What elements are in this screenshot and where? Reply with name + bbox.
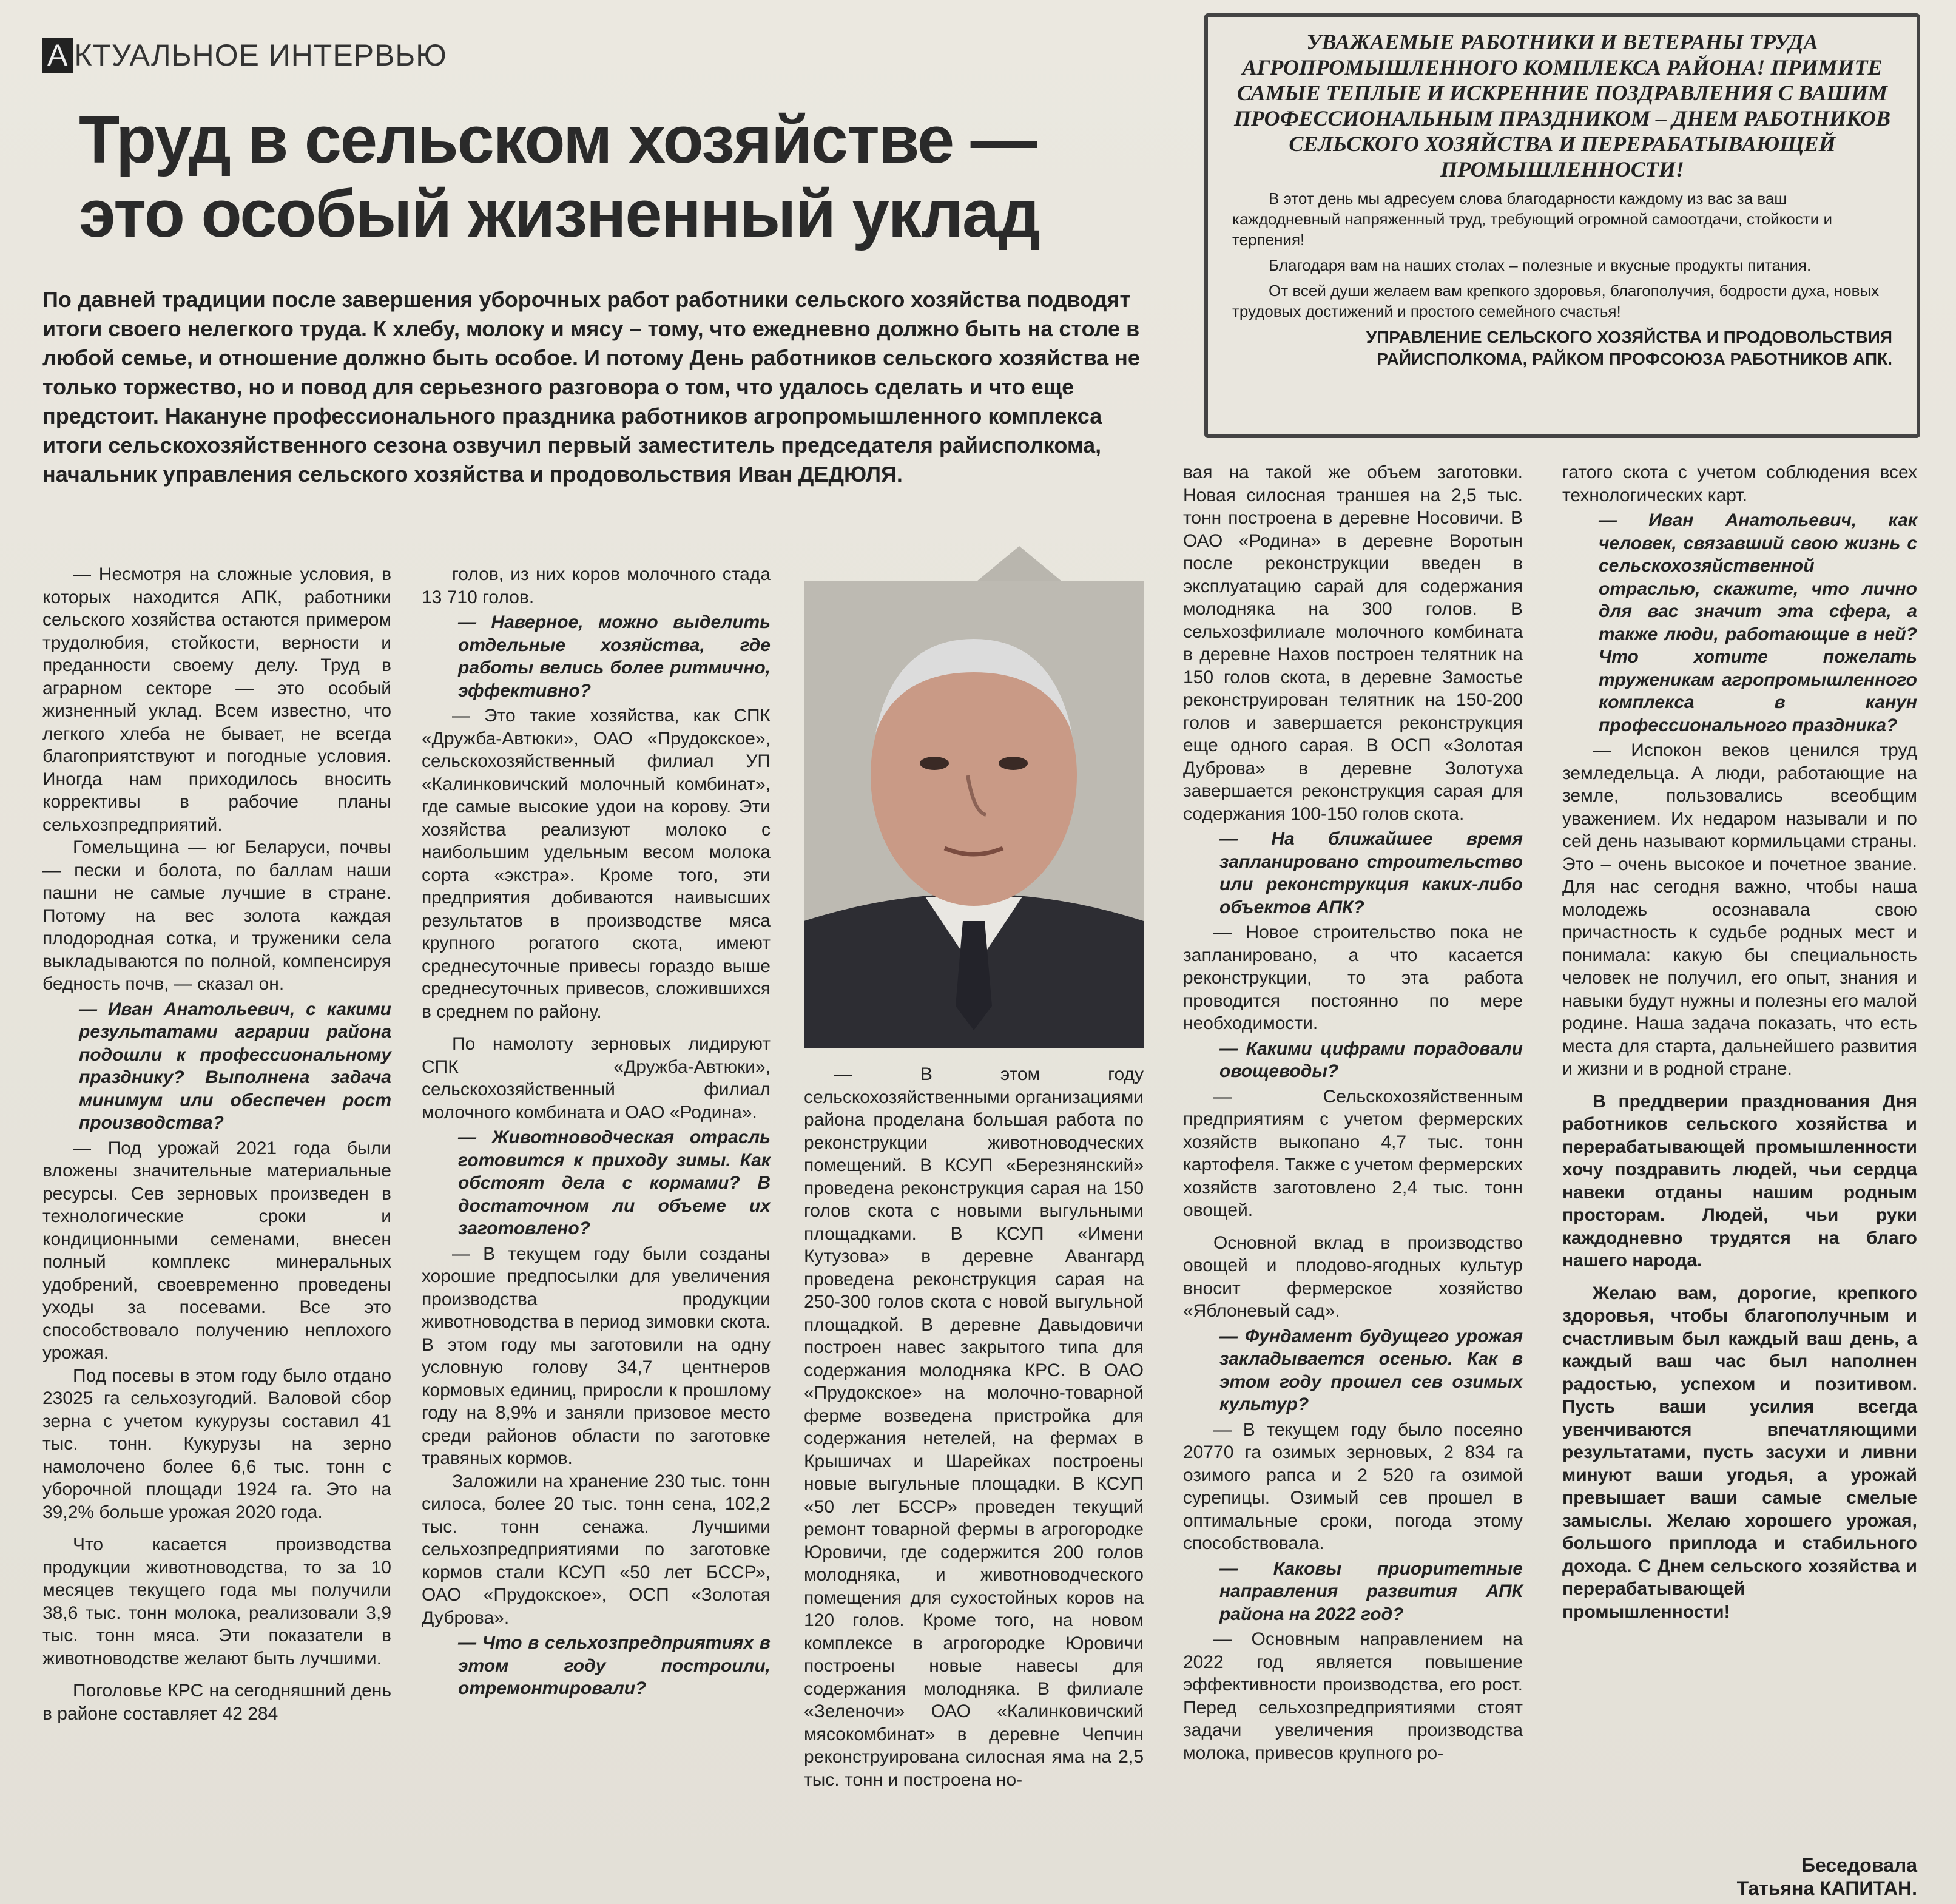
interview-question: — Что в сельхозпредприятиях в этом году построили, отремонтировали? bbox=[458, 1633, 771, 1698]
paragraph: Желаю вам, дорогие, крепкого здоровья, чтобы благополучным и счастливым был каждый ваш день, а каждый ваш час был наполнен радостью, успехом и позитивом. Пусть ваши усилия всегда увенчиваются впечатляющими результатами, пусть засухи и ливни минуют ваши угодья, а урожай превышает ваши самые смелые замыслы. Желаю хорошего урожая, большого приплода и стабильного дохода. С Днем сельского хозяйства и перерабатывающей промышленности! bbox=[1562, 1283, 1917, 1622]
paragraph: голов, из них коров молочного стада 13 710 голов. bbox=[422, 564, 771, 607]
paragraph: Гомельщина — юг Беларуси, почвы — пески и болота, по баллам наши пашни не самые лучшие в стране. Потому на вес золота каждая плодородная сотка, и труженики села выкладываются по полной, компенсируя бедность почв, — сказал он. bbox=[42, 837, 391, 994]
paragraph: — Это такие хозяйства, как СПК «Дружба-Автюки», ОАО «Прудокское», сельскохозяйственный филиал УП «Калинковичский молочный комбинат», где самые высокие удои на корову. Эти хозяйства реализуют молоко с наибольшим удельным весом молока сорта «экстра». Кроме того, эти предприятия добиваются наивысших результатов в производстве мяса крупного рогатого скота, имеют среднесуточные привесы гораздо выше среднесуточных привесов, сложившихся в среднем по району. bbox=[422, 706, 771, 1022]
paragraph: Что касается производства продукции животноводства, то за 10 месяцев текущего года мы получили 38,6 тыс. тонн молока, реализовали 3,9 тыс. тонн мяса. Эти показатели в животноводстве желают быть лучшими. bbox=[42, 1534, 391, 1669]
interview-question: — Каковы приоритетные направления развития АПК района на 2022 год? bbox=[1219, 1558, 1523, 1624]
article-headline bbox=[79, 103, 1171, 251]
portrait-illustration bbox=[804, 581, 1144, 1048]
paragraph: — Несмотря на сложные условия, в которых находится АПК, работники сельского хозяйства остаются примером трудолюбия, стойкости, верности и преданности своему делу. Труд в аграрном секторе — это особый жизненный уклад. Всем известно, что легкого хлеба не бывает, не всегда благоприятствуют и погодные условия. Иногда нам приходилось вносить коррективы в рабочие планы сельхозпредприятий. bbox=[42, 564, 391, 835]
signature-author: Татьяна КАПИТАН. bbox=[1736, 1877, 1917, 1899]
paragraph: Под посевы в этом году было отдано 23025 га сельхозугодий. Валовой сбор зерна с учетом кукурузы составил 41 тыс. тонн. Кукурузы на зерно намолочено более 6,6 тыс. тонн с уборочной площади 1924 га. Это на 39,2% больше урожая 2020 года. bbox=[42, 1365, 391, 1522]
interview-question: — Иван Анатольевич, как человек, связавший свою жизнь с сельскохозяйственной отраслью, скажите, что лично для вас значит эта сфера, а также люди, работающие в ней? Что хотите пожелать труженикам агропромышленного комплекса в канун профессионального праздника? bbox=[1599, 510, 1917, 735]
paragraph: вая на такой же объем заготовки. Новая силосная траншея на 2,5 тыс. тонн построена в деревне Носовичи. В ОАО «Родина» в деревне Воротын после реконструкции введен в эксплуатацию сарай для содержания молодняка на 300 голов. В сельхозфилиале молочного комбината в деревне Нахов построен телятник на 150 голов скота, в деревне Замостье реконструирован телятник на 150-200 голов и завершается реконструкция еще одного сарая. В ОСП «Золотая Дуброва» в деревне Золотуха завершается реконструкция сарая для содержания 100-150 голов скота. bbox=[1183, 462, 1523, 824]
article-column-3 bbox=[804, 1063, 1144, 1791]
paragraph: — Под урожай 2021 года были вложены значительные материальные ресурсы. Сев зерновых произведен в технологические сроки и кондиционными семенами, внесен полный комплекс минеральных удобрений, своевременно проведены уходы за посевами. Все это способствовало получению неплохого урожая. bbox=[42, 1138, 391, 1363]
paragraph: — Новое строительство пока не запланировано, а что касается реконструкции, то эта работа проводится постоянно по мере необходимости. bbox=[1183, 922, 1523, 1033]
headline-line-1: Труд в сельском хозяйстве — bbox=[79, 103, 1036, 177]
paragraph: — В этом году сельскохозяйственными организациями района проделана большая работа по реконструкции животноводческих помещений. В КСУП «Березнянский» проведена реконструкция сарая на 150 голов скота с новыми выгульными площадками. В КСУП «Имени Кутузова» в деревне Авангард проведена реконструкция сарая на 250-300 голов скота с новой выгульной площадкой. В деревне Давыдовичи построен навес закрытого типа для содержания молодняка КРС. В ОАО «Прудокское» на молочно-товарной ферме возведена пристройка для содержания нетелей, на фермах в Крышичах и Шарейках построены новые выгульные площадки. В КСУП «50 лет БССР» проведен текущий ремонт товарной фермы в агрогородке Юровичи, где содержится 200 голов молодняка, и животноводческого помещения для сухостойных коров на 120 голов. Кроме того, на новом комплексе в агрогородке Юровичи построены новые навесы для содержания молодняка. В филиале «Зеленочи» ОАО «Калинковичский мясокомбинат» в деревне Чепчин реконструирована силосная яма на 2,5 тыс. тонн и построена но- bbox=[804, 1064, 1144, 1790]
signature-caption: Беседовала bbox=[1801, 1854, 1917, 1876]
paragraph: — Испокон веков ценился труд земледельца. А люди, работающие на земле, пользовались всеобщим уважением. Их недаром называли и по сей день называют кормильцами страны. Это – очень высокое и почетное звание. Для нас сегодня важно, чтобы наша молодежь осознавала свою причастность к судьбе родных мест и понимала: какую бы специальность человек не получил, его опыт, знания и навыки будут нужны и полезны его малой родине. Наша задача показать, что есть места для старта, дальнейшего развития и жизни и в родной стране. bbox=[1562, 740, 1917, 1079]
paragraph: — В текущем году были созданы хорошие предпосылки для увеличения производства продукции животноводства в период зимовки скота. В этом году мы заготовили на одну условную голову 34,7 центнеров кормовых единиц, приросли к прошлому году на 8,9% и заняли призовое место среди районов области по заготовке травяных кормов. bbox=[422, 1243, 771, 1468]
article-column-1 bbox=[42, 563, 391, 1725]
article-column-5 bbox=[1562, 461, 1917, 1623]
section-rubric bbox=[42, 38, 447, 73]
greeting-signature: УПРАВЛЕНИЕ СЕЛЬСКОГО ХОЗЯЙСТВА И ПРОДОВОЛЬСТВИЯ РАЙИСПОЛКОМА, РАЙКОМ ПРОФСОЮЗА РАБОТНИКОВ АПК. bbox=[1366, 328, 1892, 368]
author-signature bbox=[1626, 1854, 1917, 1900]
article-column-4 bbox=[1183, 461, 1523, 1764]
headline-line-2: это особый жизненный уклад bbox=[79, 177, 1040, 251]
interview-question: — На ближайшее время запланировано строительство или реконструкция каких-либо объектов АПК? bbox=[1219, 829, 1523, 917]
greeting-box bbox=[1204, 13, 1920, 438]
rubric-initial: А bbox=[42, 38, 73, 73]
greeting-paragraph: В этот день мы адресуем слова благодарности каждому из вас за ваш каждодневный напряженный труд, требующий огромной самоотдачи, стойкости и терпения! bbox=[1232, 189, 1832, 249]
paragraph: — Основным направлением на 2022 год является повышение эффективности производства, его рост. Перед сельхозпредприятиями стоят задачи увеличения производства молока, привесов крупного ро- bbox=[1183, 1629, 1523, 1763]
paragraph: По намолоту зерновых лидируют СПК «Дружба-Автюки», сельскохозяйственный филиал молочного комбината и ОАО «Родина». bbox=[422, 1034, 771, 1122]
article-column-2 bbox=[422, 563, 771, 1703]
paragraph: — Сельскохозяйственным предприятиям с учетом фермерских хозяйств выкопано 4,7 тыс. тонн картофеля. Также с учетом фермерских хозяйств заготовлено 2,4 тыс. тонн овощей. bbox=[1183, 1086, 1523, 1220]
greeting-paragraph: От всей души желаем вам крепкого здоровья, благополучия, бодрости духа, новых трудовых достижений и простого семейного счастья! bbox=[1232, 282, 1880, 320]
portrait-photo bbox=[804, 581, 1144, 1048]
paragraph: Поголовье КРС на сегодняшний день в районе составляет 42 284 bbox=[42, 1681, 391, 1724]
article-lead: По давней традиции после завершения уборочных работ работники сельского хозяйства подводят итоги своего нелегкого труда. К хлебу, молоку и мясу – тому, что ежедневно должно быть на столе в любой семье, и отношение должно быть особое. И потому День работников сельского хозяйства не только торжество, но и повод для серьезного разговора о том, что удалось сделать и что еще предстоит. Накануне профессионального праздника работников агропромышленного комплекса итоги сельскохозяйственного сезона озвучил первый заместитель председателя райисполкома, начальник управления сельского хозяйства и продовольствия Иван ДЕДЮЛЯ. bbox=[42, 287, 1140, 487]
greeting-paragraph: Благодаря вам на наших столах – полезные и вкусные продукты питания. bbox=[1269, 256, 1812, 274]
greeting-heading: УВАЖАЕМЫЕ РАБОТНИКИ И ВЕТЕРАНЫ ТРУДА АГРОПРОМЫШЛЕННОГО КОМПЛЕКСА РАЙОНА! ПРИМИТЕ САМЫЕ ТЕПЛЫЕ И ИСКРЕННИЕ ПОЗДРАВЛЕНИЯ С ВАШИМ ПРОФЕССИОНАЛЬНЫМ ПРАЗДНИКОМ – ДНЕМ РАБОТНИКОВ СЕЛЬСКОГО ХОЗЯЙСТВА И ПЕРЕРАБАТЫВАЮЩЕЙ ПРОМЫШЛЕННОСТИ! bbox=[1233, 30, 1891, 181]
congratulation-block bbox=[1562, 1090, 1917, 1624]
paragraph: Основной вклад в производство овощей и плодово-ягодных культур вносит фермерское хозяйство «Яблоневый сад». bbox=[1183, 1232, 1523, 1321]
rubric-text: КТУАЛЬНОЕ ИНТЕРВЬЮ bbox=[74, 38, 447, 72]
paragraph: В преддверии празднования Дня работников сельского хозяйства и перерабатывающей промышленности хочу поздравить людей, чьи сердца навеки отданы нашим родным просторам. Людей, чьи руки каждодневно трудятся на благо нашего народа. bbox=[1562, 1091, 1917, 1271]
interview-question: — Наверное, можно выделить отдельные хозяйства, где работы велись более ритмично, эффективно? bbox=[458, 612, 771, 701]
interview-question: — Иван Анатольевич, с какими результатами аграрии района подошли к профессиональному празднику? Выполнена задача минимум или обеспечен рост производства? bbox=[79, 999, 391, 1133]
interview-question: — Какими цифрами порадовали овощеводы? bbox=[1219, 1038, 1523, 1081]
interview-question: — Фундамент будущего урожая закладывается осенью. Как в этом году прошел сев озимых культур? bbox=[1219, 1326, 1523, 1414]
paragraph: — В текущем году было посеяно 20770 га озимых зерновых, 2 834 га озимого рапса и 2 520 га озимой сурепицы. Озимый сев прошел в оптимальные сроки, погода этому способствовала. bbox=[1183, 1419, 1523, 1553]
interview-question: — Животноводческая отрасль готовится к приходу зимы. Как обстоят дела с кормами? В достаточном ли объеме их заготовлено? bbox=[458, 1127, 771, 1238]
photo-pointer bbox=[977, 546, 1062, 581]
paragraph: Заложили на хранение 230 тыс. тонн силоса, более 20 тыс. тонн сена, 102,2 тыс. тонн сенажа. Лучшими сельхозпредприятиями по заготовке кормов стали КСУП «50 лет БССР», ОАО «Прудокское», ОСП «Золотая Дуброва». bbox=[422, 1471, 771, 1628]
paragraph: гатого скота с учетом соблюдения всех технологических карт. bbox=[1562, 462, 1917, 505]
